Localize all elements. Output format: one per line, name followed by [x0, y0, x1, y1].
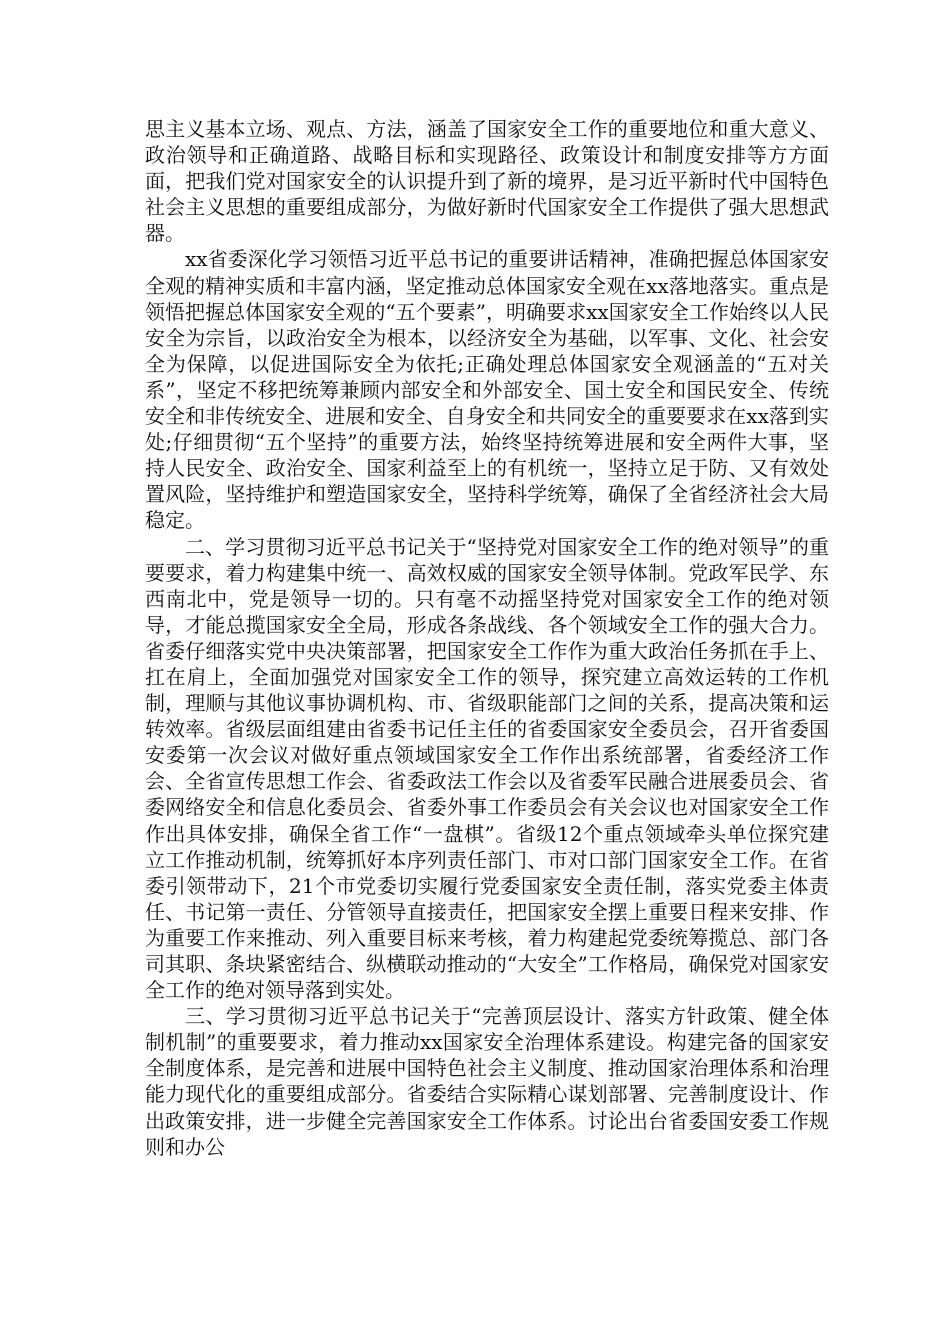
paragraph-4: 三、学习贯彻习近平总书记关于“完善顶层设计、落实方针政策、健全体制机制”的重要要求，着力推动xx国家安全治理体系建设。构建完备的国家安全制度体系，是完善和进展中国特色社会主义制度、推动国家治理体系和治理能力现代化的重要组成部分。省委结合实际精心谋划部署、完善制度设计、作出政策安排，进一步健全完善国家安全工作体系。讨论出台省委国安委工作规则和办公: [145, 1004, 829, 1159]
document-body: [145, 116, 829, 1160]
paragraph-2: xx省委深化学习领悟习近平总书记的重要讲话精神，准确把握总体国家安全观的精神实质和丰富内涵，坚定推动总体国家安全观在xx落地落实。重点是领悟把握总体国家安全观的“五个要素”，明确要求xx国家安全工作始终以人民安全为宗旨，以政治安全为根本，以经济安全为基础，以军事、文化、社会安全为保障，以促进国际安全为依托;正确处理总体国家安全观涵盖的“五对关系”，坚定不移把统筹兼顾内部安全和外部安全、国土安全和国民安全、传统安全和非传统安全、进展和安全、自身安全和共同安全的重要要求在xx落到实处;仔细贯彻“五个坚持”的重要方法，始终坚持统筹进展和安全两件大事，坚持人民安全、政治安全、国家利益至上的有机统一，坚持立足于防、又有效处置风险，坚持维护和塑造国家安全，坚持科学统筹，确保了全省经济社会大局稳定。: [145, 247, 829, 533]
paragraph-3: 二、学习贯彻习近平总书记关于“坚持党对国家安全工作的绝对领导”的重要要求，着力构建集中统一、高效权威的国家安全领导体制。党政军民学、东西南北中，党是领导一切的。只有毫不动摇坚持党对国家安全工作的绝对领导，才能总揽国家安全全局，形成各条战线、各个领域安全工作的强大合力。省委仔细落实党中央决策部署，把国家安全工作作为重大政治任务抓在手上、扛在肩上，全面加强党对国家安全工作的领导，探究建立高效运转的工作机制，理顺与其他议事协调机构、市、省级职能部门之间的关系，提高决策和运转效率。省级层面组建由省委书记任主任的省委国家安全委员会，召开省委国安委第一次会议对做好重点领域国家安全工作作出系统部署，省委经济工作会、全省宣传思想工作会、省委政法工作会以及省委军民融合进展委员会、省委网络安全和信息化委员会、省委外事工作委员会有关会议也对国家安全工作作出具体安排，确保全省工作“一盘棋”。省级12个重点领域牵头单位探究建立工作推动机制，统筹抓好本序列责任部门、市对口部门国家安全工作。在省委引领带动下，21个市党委切实履行党委国家安全责任制，落实党委主体责任、书记第一责任、分管领导直接责任，把国家安全摆上重要日程来安排、作为重要工作来推动、列入重要目标来考核，着力构建起党委统筹揽总、部门各司其职、条块紧密结合、纵横联动推动的“大安全”工作格局，确保党对国家安全工作的绝对领导落到实处。: [145, 534, 829, 1003]
paragraph-1: 思主义基本立场、观点、方法，涵盖了国家安全工作的重要地位和重大意义、政治领导和正确道路、战略目标和实现路径、政策设计和制度安排等方方面面，把我们党对国家安全的认识提升到了新的境界，是习近平新时代中国特色社会主义思想的重要组成部分，为做好新时代国家安全工作提供了强大思想武器。: [145, 117, 829, 246]
